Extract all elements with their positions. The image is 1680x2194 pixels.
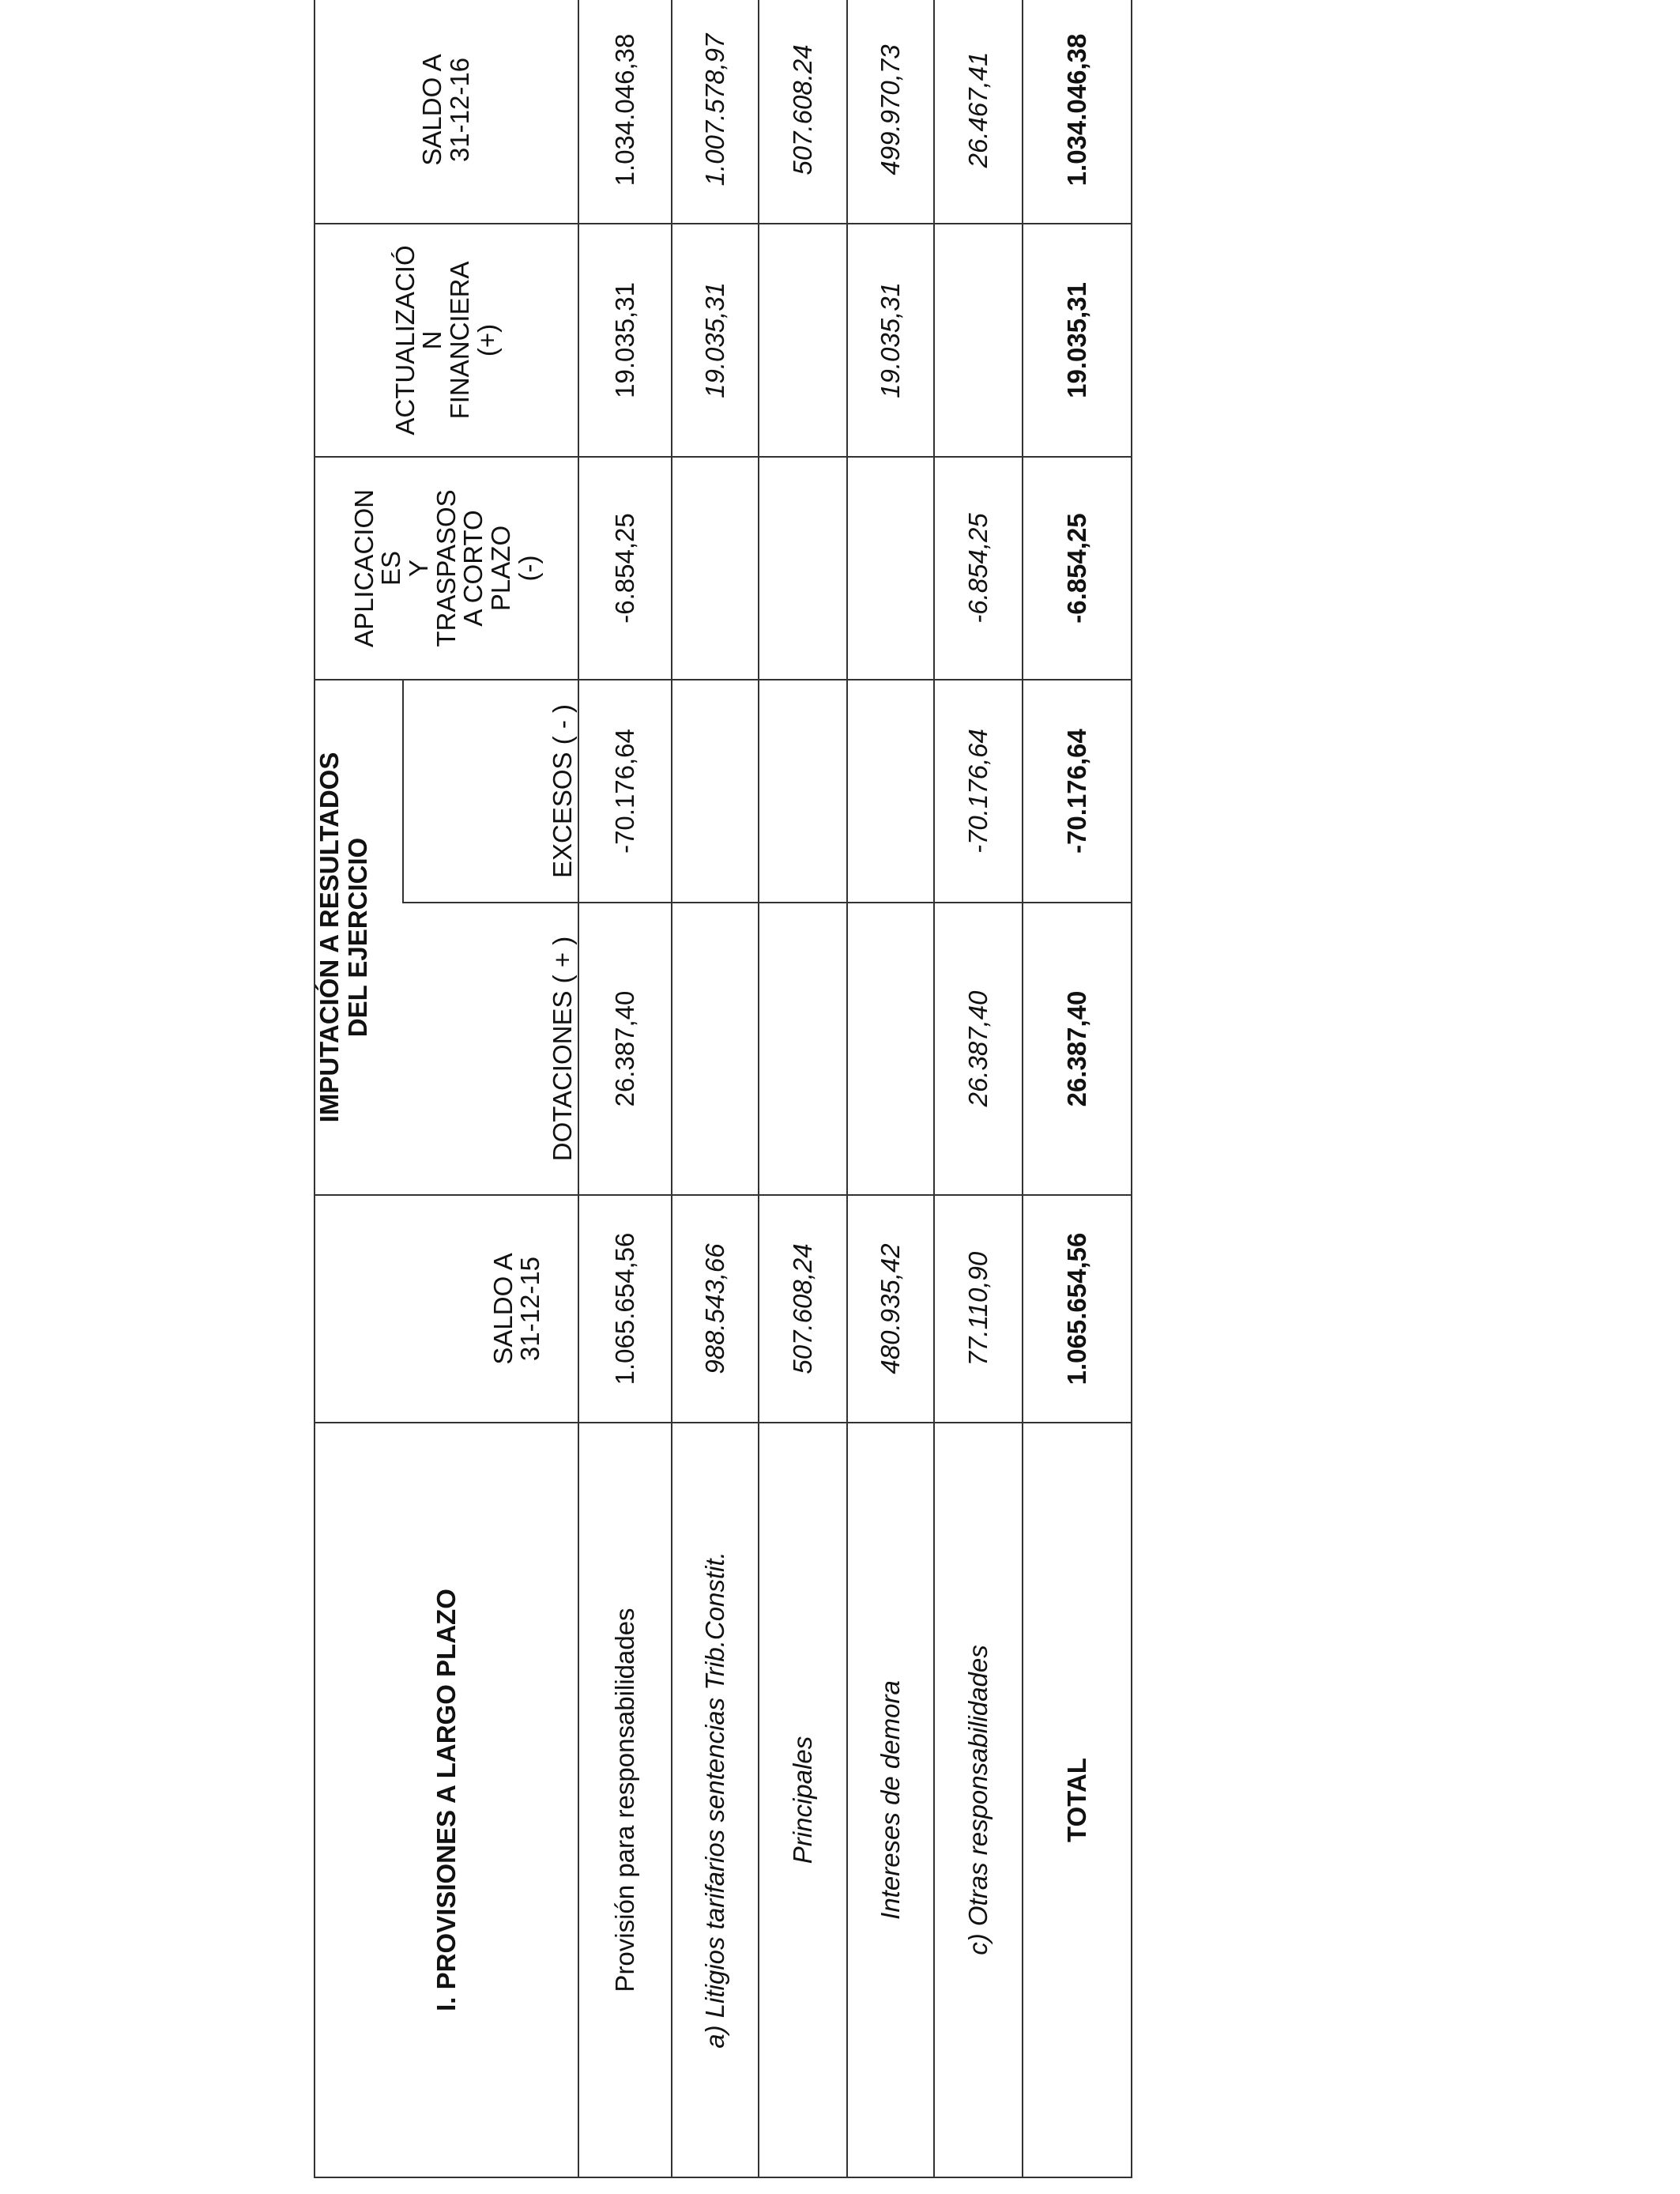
cell-saldo-final: 1.007.578,97 (672, 0, 759, 224)
header-actualizacion: ACTUALIZACIÓ N FINANCIERA (+) (315, 224, 578, 457)
table-row (847, 0, 934, 2177)
cell-dotaciones (759, 903, 847, 1195)
row-label: Intereses de demora (847, 1423, 934, 2177)
row-label: Provisión para responsabilidades (578, 1423, 672, 2177)
header-saldo-final: SALDO A 31-12-16 (315, 0, 578, 224)
cell-saldo-inicial: 480.935,42 (847, 1195, 934, 1423)
table-row (672, 0, 759, 2177)
total-aplicaciones: -6.854,25 (1023, 457, 1132, 680)
cell-saldo-inicial: 1.065.654,56 (578, 1195, 672, 1423)
header-dotaciones: DOTACIONES ( + ) (403, 903, 578, 1195)
cell-actualizacion (759, 224, 847, 457)
cell-excesos: -70.176,64 (578, 680, 672, 903)
table-row (578, 0, 672, 2177)
table-row (759, 0, 847, 2177)
cell-aplicaciones (672, 457, 759, 680)
cell-excesos (672, 680, 759, 903)
cell-saldo-inicial: 988.543,66 (672, 1195, 759, 1423)
cell-actualizacion (934, 224, 1023, 457)
cell-saldo-final: 1.034.046,38 (578, 0, 672, 224)
cell-saldo-final: 499.970,73 (847, 0, 934, 224)
row-label: c) Otras responsabilidades (934, 1423, 1023, 2177)
row-label: Principales (759, 1423, 847, 2177)
table-title: I. PROVISIONES A LARGO PLAZO (315, 1423, 578, 2177)
header-imputacion-group: IMPUTACIÓN A RESULTADOS DEL EJERCICIO (315, 680, 403, 1195)
cell-aplicaciones (759, 457, 847, 680)
cell-dotaciones: 26.387,40 (934, 903, 1023, 1195)
cell-dotaciones: 26.387,40 (578, 903, 672, 1195)
provisiones-table (314, 0, 1132, 2178)
cell-excesos (847, 680, 934, 903)
total-excesos: -70.176,64 (1023, 680, 1132, 903)
cell-saldo-final: 507.608.24 (759, 0, 847, 224)
cell-saldo-final: 26.467,41 (934, 0, 1023, 224)
total-actualizacion: 19.035,31 (1023, 224, 1132, 457)
header-excesos: EXCESOS ( - ) (403, 680, 578, 903)
cell-dotaciones (672, 903, 759, 1195)
total-row (1023, 0, 1132, 2177)
cell-saldo-inicial: 507.608,24 (759, 1195, 847, 1423)
cell-actualizacion: 19.035,31 (578, 224, 672, 457)
cell-aplicaciones: -6.854,25 (578, 457, 672, 680)
cell-saldo-inicial: 77.110,90 (934, 1195, 1023, 1423)
total-saldo-inicial: 1.065.654,56 (1023, 1195, 1132, 1423)
cell-excesos (759, 680, 847, 903)
cell-aplicaciones (847, 457, 934, 680)
cell-actualizacion: 19.035,31 (847, 224, 934, 457)
cell-actualizacion: 19.035,31 (672, 224, 759, 457)
cell-excesos: -70.176,64 (934, 680, 1023, 903)
rotated-table-container (314, 0, 1132, 2178)
total-saldo-final: 1.034.046,38 (1023, 0, 1132, 224)
total-label: TOTAL (1023, 1423, 1132, 2177)
cell-aplicaciones: -6.854,25 (934, 457, 1023, 680)
header-aplicaciones: APLICACION ES Y TRASPASOS A CORTO PLAZO (-) (315, 457, 578, 680)
row-label: a) Litigios tarifarios sentencias Trib.Constit. (672, 1423, 759, 2177)
cell-dotaciones (847, 903, 934, 1195)
header-saldo-inicial: SALDO A 31-12-15 (315, 1195, 578, 1423)
total-dotaciones: 26.387,40 (1023, 903, 1132, 1195)
table-row (934, 0, 1023, 2177)
